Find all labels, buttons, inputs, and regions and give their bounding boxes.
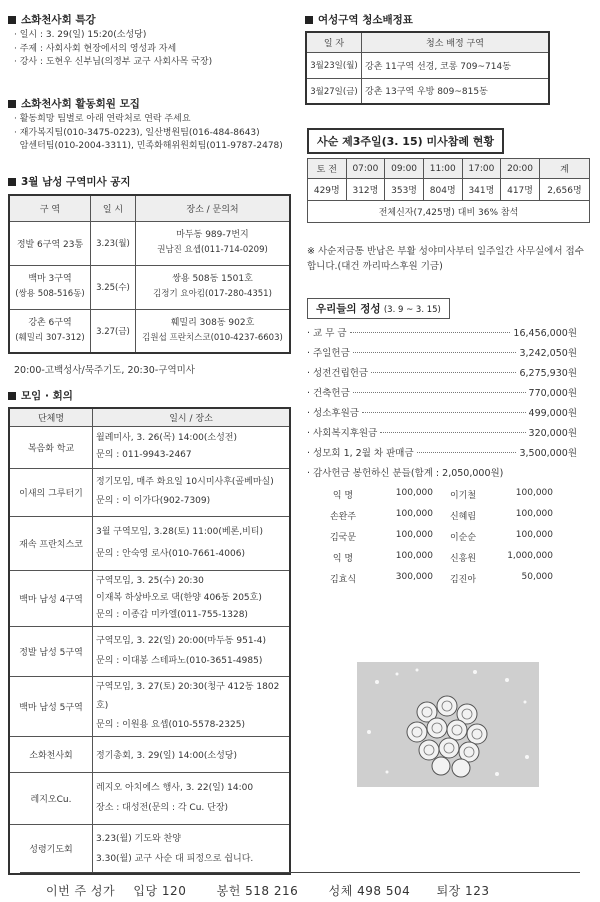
- mens-mass-section: [8, 174, 293, 376]
- attendance-value: 429명: [308, 179, 347, 201]
- donor-name: 이순순: [449, 533, 477, 543]
- special-lecture-section: [8, 12, 293, 70]
- table-header: 단체명: [9, 408, 93, 426]
- section-title: 여성구역 청소배정표: [318, 14, 413, 26]
- table-row: [9, 516, 290, 570]
- area-cell: 백마 3구역 (쌍용 508-516동): [9, 265, 91, 309]
- group-name: 레지오Cu.: [9, 772, 93, 824]
- group-detail: 정기총회, 3. 29(일) 14:00(소성당): [93, 736, 291, 772]
- area-cell: 정발 6구역 23통: [9, 221, 91, 265]
- group-detail: 구역모임, 3. 27(토) 20:30(청구 412동 1802호) 문의 : 이원용 요셉(010-5578-2325): [93, 676, 291, 736]
- donor-name: 김국문: [329, 533, 357, 543]
- table-row: [306, 78, 549, 104]
- donation-row: · 사회복지후원금 320,000원: [307, 428, 577, 439]
- donor-name: 신흥원: [449, 554, 477, 564]
- group-name: 성령기도회: [9, 824, 93, 874]
- attendance-table: [307, 158, 590, 223]
- donor-amount: 100,000: [395, 551, 433, 561]
- donation-row: · 주일헌금 3,242,050원: [307, 348, 577, 359]
- group-name: 소화천사회: [9, 736, 93, 772]
- table-row: [306, 52, 549, 78]
- mens-mass-table: [8, 194, 291, 354]
- notice-text: ※ 사순저금통 반납은 부활 성야미사부터 일주일간 사무실에서 접수합니다.(대건 까리따스후원 기금): [307, 246, 584, 272]
- member-recruit-section: [8, 96, 293, 154]
- attendance-section: [307, 128, 592, 223]
- recruit-line: · 활동희망 팀별로 아래 연락처로 연락 주세요: [14, 114, 191, 124]
- cleaning-section: [305, 12, 592, 105]
- thanks-label: · 감사헌금 봉헌하신 분들(합계 : 2,050,000원): [307, 468, 504, 479]
- attendance-value: 312명: [346, 179, 385, 201]
- donor-name: 김효식: [329, 575, 357, 585]
- hymns-footer: [20, 872, 580, 899]
- table-row: [9, 824, 290, 874]
- group-detail: 3월 구역모임, 3.28(토) 11:00(베론,비티) 문의 : 안숙영 로사(010-7661-4006): [93, 516, 291, 570]
- donation-row: · 성소후원금 499,000원: [307, 408, 577, 419]
- group-detail: 월례미사, 3. 26(목) 14:00(소성전) 문의 : 011-9943-2467: [93, 426, 291, 468]
- section-title: 모임 · 회의: [21, 390, 73, 402]
- donor-amount: 100,000: [515, 509, 553, 519]
- donor-name: 이기철: [449, 491, 477, 501]
- table-row: [9, 426, 290, 468]
- square-bullet-icon: [8, 392, 16, 400]
- section-title: 소화천사회 활동회원 모집: [21, 98, 140, 110]
- donor-amount: 300,000: [395, 572, 433, 582]
- attendance-summary: 전체신자(7,425명) 대비 36% 참석: [308, 201, 590, 223]
- donor-name: 신혜림: [449, 512, 477, 522]
- hymns-label: 이번 주 성가: [46, 884, 116, 898]
- lecture-date: · 일시 : 3. 29(일) 15:20(소성당): [14, 30, 147, 40]
- hymn-entrance: 입당 120: [133, 884, 187, 898]
- attendance-header: 17:00: [462, 159, 501, 179]
- recruit-line: · 재가복지팀(010-3475-0223), 일산병원팀(016-484-8643): [14, 127, 260, 138]
- square-bullet-icon: [8, 16, 16, 24]
- group-name: 백마 남성 5구역: [9, 676, 93, 736]
- donation-row: · 성모회 1, 2월 차 판매금 3,500,000원: [307, 448, 577, 459]
- group-detail: 3.23(월) 기도와 찬양 3.30(월) 교구 사순 대 피정으로 쉽니다.: [93, 824, 291, 874]
- table-row: [9, 468, 290, 516]
- attendance-title: 사순 제3주일(3. 15) 미사참례 현황: [307, 128, 504, 154]
- table-row: [9, 570, 290, 626]
- date-cell: 3.23(월): [91, 221, 136, 265]
- meetings-table: [8, 407, 291, 875]
- area-cell: 강촌 6구역 (훼밀리 307-312): [9, 309, 91, 353]
- table-row: [9, 221, 290, 265]
- donor-name: 손완주: [329, 512, 357, 522]
- section-title: 3월 남성 구역미사 공지: [21, 176, 131, 188]
- table-header: 구 역: [9, 195, 91, 221]
- donor-amount: 100,000: [515, 488, 553, 498]
- place-cell: 마두동 989-7번지 권남진 요셉(011-714-0209): [136, 221, 291, 265]
- square-bullet-icon: [305, 16, 313, 24]
- donation-row: · 성전건립헌금 6,275,930원: [307, 368, 577, 379]
- table-row: [9, 626, 290, 676]
- table-header: 일 시: [91, 195, 136, 221]
- table-row: [308, 179, 590, 201]
- lecture-topic: · 주제 : 사회사회 현장에서의 영성과 자세: [14, 43, 177, 54]
- attendance-header: 계: [539, 159, 589, 179]
- meetings-section: [8, 388, 293, 875]
- attendance-header: 토 전: [308, 159, 347, 179]
- donor-amount: 100,000: [515, 530, 553, 540]
- table-row: [9, 676, 290, 736]
- thanks-grid: [313, 488, 592, 585]
- donations-period: (3. 9 ~ 3. 15): [383, 305, 441, 315]
- group-name: 복음화 학교: [9, 426, 93, 468]
- attendance-header: 11:00: [423, 159, 462, 179]
- donor-amount: 100,000: [395, 509, 433, 519]
- group-name: 이새의 그루터기: [9, 468, 93, 516]
- donor-amount: 100,000: [395, 488, 433, 498]
- lecture-speaker: · 강사 : 도현우 신부님(의정부 교구 사회사목 국장): [14, 57, 213, 67]
- group-detail: 레지오 아치에스 행사, 3. 22(일) 14:00 장소 : 대성전(문의 : 각 Cu. 단장): [93, 772, 291, 824]
- cleaning-date: 3월27일(금): [306, 78, 362, 104]
- hymn-offertory: 봉헌 518 216: [216, 884, 299, 898]
- donation-row: · 교 무 금 16,456,000원: [307, 328, 577, 339]
- cleaning-table: [305, 31, 550, 105]
- group-name: 정발 남성 5구역: [9, 626, 93, 676]
- donor-amount: 1,000,000: [507, 551, 553, 561]
- table-header: 청소 배정 구역: [362, 32, 550, 52]
- donor-name: 김진아: [449, 575, 477, 585]
- donation-row: · 건축헌금 770,000원: [307, 388, 577, 399]
- date-cell: 3.25(수): [91, 265, 136, 309]
- table-row: [9, 736, 290, 772]
- attendance-header: 20:00: [501, 159, 540, 179]
- cleaning-area: 강촌 11구역 선경, 코롱 709~714동: [362, 52, 550, 78]
- hymn-recessional: 퇴장 123: [436, 884, 490, 898]
- recruit-line: 암센터팀(010-2004-3311), 민족화해위원회팀(011-9787-2478): [14, 141, 283, 151]
- date-cell: 3.27(금): [91, 309, 136, 353]
- table-row: [308, 201, 590, 223]
- group-name: 백마 남성 4구역: [9, 570, 93, 626]
- attendance-header: 09:00: [385, 159, 424, 179]
- donations-list: [307, 324, 577, 484]
- group-detail: 구역모임, 3. 25(수) 20:30 이재복 하상바오로 댁(한양 406동 205호) 문의 : 이종갑 미카엘(011-755-1328): [93, 570, 291, 626]
- table-header: 일시 / 장소: [93, 408, 291, 426]
- donor-amount: 50,000: [521, 572, 553, 582]
- bouquet-image: [357, 662, 539, 787]
- group-name: 재속 프란치스코: [9, 516, 93, 570]
- donor-amount: 100,000: [395, 530, 433, 540]
- section-title: 소화천사회 특강: [21, 14, 96, 26]
- donations-title: 우리들의 정성: [316, 303, 381, 315]
- table-row: [9, 309, 290, 353]
- donor-name: 익 명: [332, 554, 354, 564]
- table-row: [9, 265, 290, 309]
- donations-header: [307, 298, 450, 319]
- hymn-communion: 성체 498 504: [328, 884, 411, 898]
- table-header: 일 자: [306, 32, 362, 52]
- cleaning-date: 3월23일(월): [306, 52, 362, 78]
- attendance-value: 804명: [423, 179, 462, 201]
- group-detail: 구역모임, 3. 22(일) 20:00(마두동 951-4) 문의 : 이대봉 스테파노(010-3651-4985): [93, 626, 291, 676]
- attendance-header: 07:00: [346, 159, 385, 179]
- table-row: [9, 772, 290, 824]
- donations-section: [307, 298, 592, 585]
- cleaning-area: 강촌 13구역 우방 809~815동: [362, 78, 550, 104]
- place-cell: 훼밀리 308동 902호 김원섭 프란치스코(010-4237-6603): [136, 309, 291, 353]
- mass-footnote: 20:00-고백성사/묵주기도, 20:30-구역미사: [14, 365, 195, 376]
- square-bullet-icon: [8, 100, 16, 108]
- group-detail: 정기모임, 매주 화요일 10시미사후(골베마실) 문의 : 이 이가다(902-7309): [93, 468, 291, 516]
- bouquet-illustration: [357, 662, 539, 787]
- table-header: 장소 / 문의처: [136, 195, 291, 221]
- attendance-value: 353명: [385, 179, 424, 201]
- attendance-value: 341명: [462, 179, 501, 201]
- attendance-value: 417명: [501, 179, 540, 201]
- attendance-value: 2,656명: [539, 179, 589, 201]
- place-cell: 쌍용 508동 1501호 김정기 요아킴(017-280-4351): [136, 265, 291, 309]
- square-bullet-icon: [8, 178, 16, 186]
- donor-name: 익 명: [332, 491, 354, 501]
